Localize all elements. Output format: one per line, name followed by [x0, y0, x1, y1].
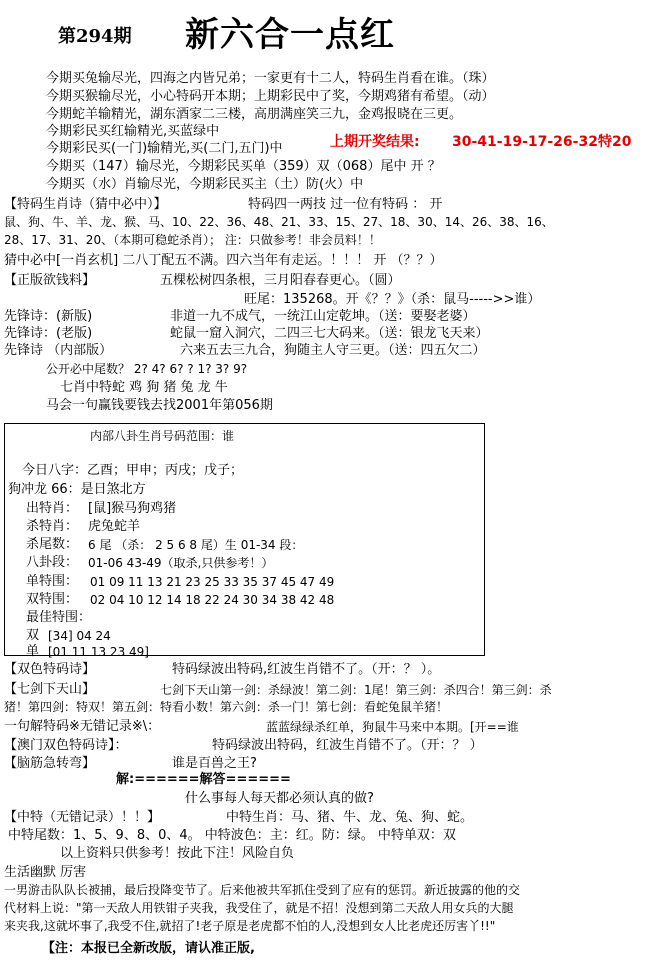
last-result-numbers: 30-41-19-17-26-32特20 [452, 134, 632, 150]
box-value: 01 09 11 13 21 23 25 33 35 37 45 47 49 [90, 575, 335, 589]
tip-label: 【脑筋急转弯】 [4, 756, 96, 771]
box-label: 双特围： [26, 592, 79, 607]
intro-line: 今期买猴输尽光，小心特码开本期；上期彩民中了奖，今期鸡猪有希望。（动） [46, 89, 495, 104]
box-value: [01 11 13 23 49] [48, 645, 149, 659]
box-bazi: 今日八字：乙酉；甲申；丙戌；戊子； [22, 463, 244, 478]
humor-title: 生活幽默 厉害 [4, 865, 87, 880]
box-value: 02 04 10 12 14 18 22 24 30 34 38 42 48 [90, 593, 335, 607]
poem-text: 六来五去三九合，狗随主人守三更。（送：四五欠二） [180, 343, 486, 358]
page-title: 新六合一点红 [185, 15, 395, 55]
zhongte-note: 以上资料只供参考！按此下注！风险自负 [60, 846, 295, 861]
poem-label: 先锋诗：(老版) [4, 326, 93, 341]
section-line: 旺尾：135268。开《？？》（杀：鼠马----->>谁） [244, 292, 541, 307]
section-line: 五棵松树四条根，三月阳春春更心。（圆） [160, 273, 401, 288]
tip-text: 特码绿波出特码，红波生肖错不了。（开：？ ） [212, 738, 483, 753]
footer-note: 【注：本报已全新改版，请认准正版, [42, 941, 255, 956]
section-line: 猜中必中[一肖玄机] 二八丁配五不满。四六当年有走运。！！！ 开 （？？） [4, 253, 443, 268]
box-value: [34] 04 24 [48, 629, 111, 643]
intro-line: 今期蛇羊输精光，湖东酒家二三楼，高朋满座笑三九，金鸡报晓在三更。 [46, 107, 463, 122]
box-label: 八卦段： [26, 555, 79, 570]
intro-line: 今期彩民买(一门)输精光,买(二门,五门)中 [46, 141, 283, 156]
tip-text: 蓝蓝绿绿杀红单，狗鼠牛马来中本期。[开==谁 [266, 720, 519, 734]
tip-label: 【双色特码诗】 [4, 662, 96, 677]
box-value: 6 尾 （杀： 2 5 6 8 尾）生 01-34 段： [88, 538, 304, 552]
section-line: 特码四一两技 过一位有特码 ： 开 [248, 197, 443, 212]
tip-text: 七剑下天山第一剑：杀绿波！第二剑：1尾！第三剑：杀四合！第三剑：杀 [160, 683, 552, 697]
box-value: 01-06 43-49（取杀,只供参考！） [88, 556, 274, 570]
intro-line: 今期买（147）输尽光，今期彩民买单（359）双（068）尾中 开 ？ [46, 159, 441, 174]
box-label: 杀特肖： [26, 519, 79, 534]
zhongte-label: 【中特（无错记录）！！】 [4, 810, 161, 825]
section-numbers: 鼠、狗、牛、羊、龙、猴、马、10、22、36、48、21、33、15、27、18、30、14、26、38、16、 [4, 215, 554, 229]
riddle-separator: 解:======解答====== [116, 772, 291, 787]
section-title: 【特码生肖诗（猜中必中）】 [4, 197, 167, 212]
zhongte-shengxiao: 中特生肖：马、猪、牛、龙、兔、狗、蛇。 [226, 810, 474, 825]
humor-paragraph: 代材料上说："第一天敌人用铁钳子夹我，我受住了，就是不招！没想到第二天敌人用女兵的大腿 [4, 901, 514, 915]
tail-line: 马会一句赢钱要钱去找2001年第056期 [46, 398, 273, 413]
box-title: 内部八卦生肖号码范围：谁 [90, 429, 235, 443]
intro-line: 今期买兔输尽光，四海之内皆兄弟；一家更有十二人，特码生肖看在谁。（珠） [46, 71, 495, 86]
tip-text: 谁是百兽之王? [172, 756, 257, 771]
box-value: [鼠]猴马狗鸡猪 [88, 501, 177, 516]
poem-text: 非道一九不成气，一统江山定乾坤。（送：要娶老婆） [170, 309, 476, 324]
zhongte-weishu: 中特尾数：1、5、9、8、0、4。 中特波色：主：红。防：绿。 中特单双：双 [8, 828, 456, 843]
section-numbers: 28、17、31、20、（本期可稳蛇杀肖）； 注：只做参考！非会员料！！ [4, 233, 381, 247]
box-chong: 狗冲龙 66：是日煞北方 [8, 482, 146, 497]
poem-text: 蛇鼠一窟入洞穴，二四三七大码来。（送：银龙飞天来） [170, 326, 489, 341]
box-label: 单 [26, 644, 40, 659]
tail-line: 公开必中尾数？ 2? 4? 6? ? 1? 3? 9? [46, 362, 248, 376]
poem-label: 先锋诗：(新版) [4, 309, 93, 324]
humor-paragraph: 来夹我,这就坏事了,我受不住,就招了!老子原是老虎都不怕的人,没想到女人比老虎还厉害丫!!" [4, 919, 496, 933]
section-title: 【正版欲钱料】 [4, 273, 96, 288]
tip-label: 【澳门双色特码诗】： [4, 738, 128, 753]
box-label: 单特围： [26, 574, 79, 589]
humor-paragraph: 一男游击队队长被捕，最后投降变节了。后来他被共军抓住受到了应有的惩罚。新近披露的他的交 [4, 883, 521, 897]
box-label: 双 [26, 628, 40, 643]
intro-line: 今期买（水）肖输尽光，今期彩民买主（土）防(火）中 [46, 177, 364, 192]
tip-text: 猪！第四剑：特双！第五剑：特看小数！第六剑：杀一门！第七剑：看蛇兔鼠羊猪！ [4, 700, 449, 714]
issue-number: 第294期 [58, 26, 132, 47]
tip-label: 【七剑下天山】 [4, 682, 96, 697]
tip-label: 一句解特码※无错记录※\： [4, 719, 161, 734]
tip-text: 特码绿波出特码,红波生肖错不了。（开：？ ）。 [172, 662, 441, 677]
tail-line: 七肖中特蛇 鸡 狗 猪 兔 龙 牛 [60, 380, 228, 395]
riddle-question: 什么事每人每天都必须认真的做? [185, 791, 374, 806]
box-value: 虎兔蛇羊 [88, 519, 141, 534]
poem-label: 先锋诗 （内部版） [4, 343, 113, 358]
last-result-label: 上期开奖结果: [330, 134, 420, 150]
box-label: 杀尾数： [26, 537, 79, 552]
box-label: 出特肖： [26, 501, 79, 516]
box-label: 最佳特围： [26, 610, 92, 625]
intro-line: 今期彩民买红输精光,买蓝绿中 [46, 124, 220, 139]
